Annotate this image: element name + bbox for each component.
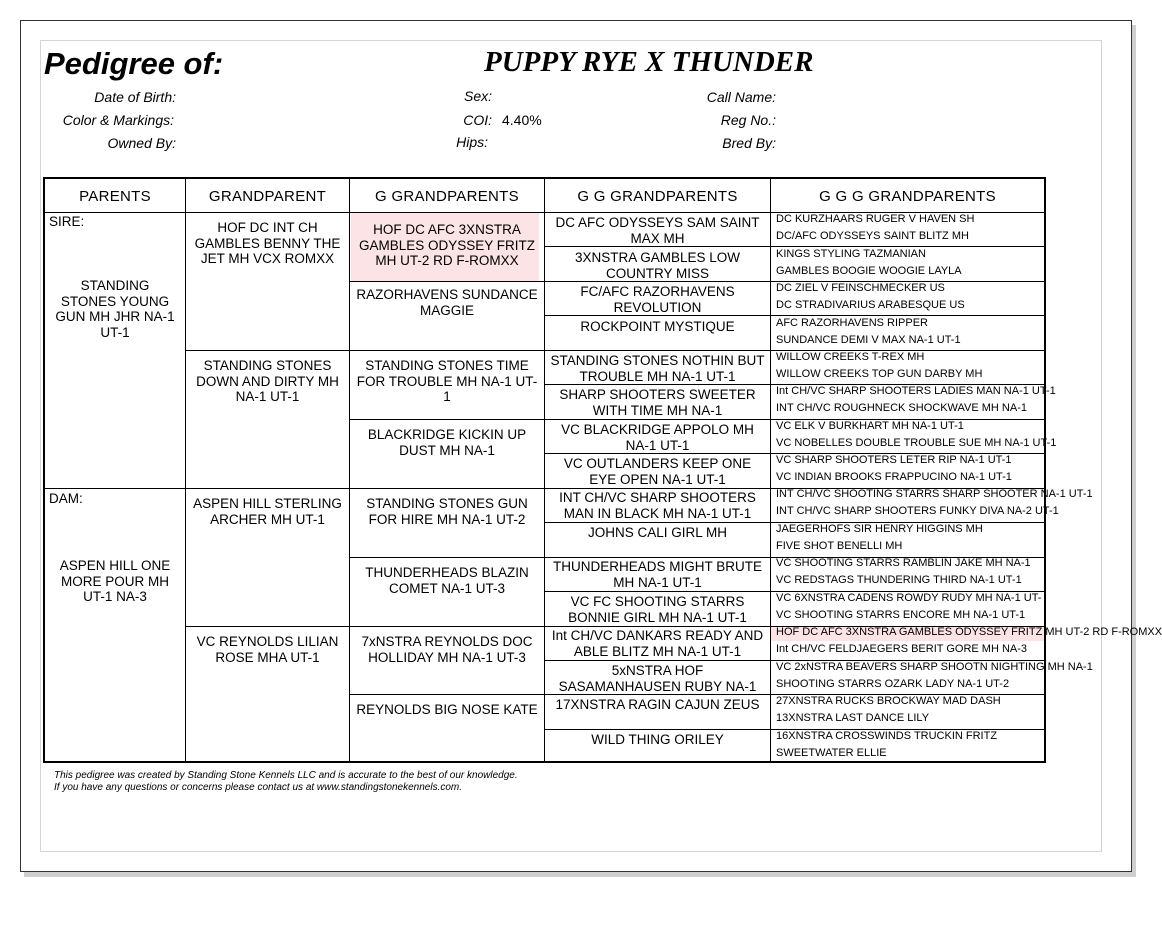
ggg-grandparent-cell: DC KURZHAARS RUGER V HAVEN SH (776, 213, 975, 225)
sex-label: Sex: (463, 88, 492, 104)
col-header-gg-grandparents: G G GRANDPARENTS (577, 187, 738, 205)
ggg-grandparent-cell: Int CH/VC FELDJAEGERS BERIT GORE MH NA-3 (776, 643, 1028, 655)
g-grandparent-cell: RAZORHAVENS SUNDANCE MAGGIE (356, 287, 538, 318)
ggg-grandparent-cell: VC SHARP SHOOTERS LETER RIP NA-1 UT-1 (776, 454, 1012, 466)
ggg-grandparent-cell: FIVE SHOT BENELLI MH (776, 540, 903, 552)
ggg-grandparent-cell: SUNDANCE DEMI V MAX NA-1 UT-1 (776, 334, 961, 346)
grandparent-cell: STANDING STONES DOWN AND DIRTY MH NA-1 UT-1 (196, 358, 339, 404)
page-title: Pedigree of: (44, 46, 224, 81)
g-grandparent-cell: REYNOLDS BIG NOSE KATE (356, 702, 538, 717)
sire-name: STANDING STONES YOUNG GUN MH JHR NA-1 UT-1 (55, 278, 175, 340)
hips-label: Hips: (456, 134, 488, 150)
gg-grandparent-cell: Int CH/VC DANKARS READY AND ABLE BLITZ MH NA-1 UT-1 (551, 628, 764, 659)
g-grandparent-cell: HOF DC AFC 3XNSTRA GAMBLES ODYSSEY FRITZ MH UT-2 RD F-ROMXX (358, 222, 536, 268)
ggg-grandparent-cell: JAEGERHOFS SIR HENRY HIGGINS MH (776, 523, 983, 535)
ggg-grandparent-cell: VC 2xNSTRA BEAVERS SHARP SHOOTN NIGHTING MH NA-1 (776, 661, 1093, 673)
grandparent-cell: ASPEN HILL STERLING ARCHER MH UT-1 (193, 496, 342, 527)
gg-grandparent-cell: 17XNSTRA RAGIN CAJUN ZEUS (555, 697, 760, 712)
ggg-grandparent-cell: DC STRADIVARIUS ARABESQUE US (776, 299, 965, 311)
ggg-grandparent-cell: WILLOW CREEKS T-REX MH (776, 351, 925, 363)
gg-grandparent-cell: DC AFC ODYSSEYS SAM SAINT MAX MH (555, 215, 760, 246)
gg-grandparent-cell: 3XNSTRA GAMBLES LOW COUNTRY MISS (574, 250, 741, 281)
g-grandparent-cell: THUNDERHEADS BLAZIN COMET NA-1 UT-3 (365, 565, 529, 596)
g-grandparent-cell: STANDING STONES GUN FOR HIRE MH NA-1 UT-2 (366, 496, 528, 527)
g-grandparent-cell: BLACKRIDGE KICKIN UP DUST MH NA-1 (367, 427, 527, 458)
ggg-grandparent-cell: DC/AFC ODYSSEYS SAINT BLITZ MH (776, 230, 969, 242)
ggg-grandparent-cell: VC ELK V BURKHART MH NA-1 UT-1 (776, 420, 964, 432)
ggg-grandparent-cell: KINGS STYLING TAZMANIAN (776, 248, 926, 260)
ggg-grandparent-cell: INT CH/VC SHOOTING STARRS SHARP SHOOTER NA-1 UT-1 (776, 488, 1093, 500)
gg-grandparent-cell: WILD THING ORILEY (591, 732, 724, 747)
ggg-grandparent-cell: 13XNSTRA LAST DANCE LILY (776, 712, 930, 724)
g-grandparent-cell: STANDING STONES TIME FOR TROUBLE MH NA-1 UT-1 (356, 358, 538, 404)
sire-label: SIRE: (49, 214, 85, 229)
footer-note (54, 770, 518, 794)
footer-line: If you have any questions or concerns please contact us at www.standingstonekennels.com. (54, 782, 463, 793)
ggg-grandparent-cell: SHOOTING STARRS OZARK LADY NA-1 UT-2 (776, 678, 1010, 690)
grandparent-cell: HOF DC INT CH GAMBLES BENNY THE JET MH VCX ROMXX (194, 220, 341, 266)
ggg-grandparent-cell: AFC RAZORHAVENS RIPPER (776, 317, 928, 329)
ggg-grandparent-cell: WILLOW CREEKS TOP GUN DARBY MH (776, 368, 983, 380)
coi-label: COI: (463, 112, 492, 128)
color-markings-label: Color & Markings: (62, 112, 174, 128)
ggg-grandparent-cell: DC ZIEL V FEINSCHMECKER US (776, 282, 945, 294)
gg-grandparent-cell: FC/AFC RAZORHAVENS REVOLUTION (580, 284, 735, 315)
gg-grandparent-cell: INT CH/VC SHARP SHOOTERS MAN IN BLACK MH NA-1 UT-1 (559, 490, 756, 521)
ggg-grandparent-cell: 16XNSTRA CROSSWINDS TRUCKIN FRITZ (776, 730, 998, 742)
gg-grandparent-cell: SHARP SHOOTERS SWEETER WITH TIME MH NA-1 (559, 387, 756, 418)
gg-grandparent-cell: 5xNSTRA HOF SASAMANHAUSEN RUBY NA-1 (558, 663, 757, 694)
ggg-grandparent-cell: VC REDSTAGS THUNDERING THIRD NA-1 UT-1 (776, 574, 1022, 586)
ggg-grandparent-cell: INT CH/VC SHARP SHOOTERS FUNKY DIVA NA-2 UT-1 (776, 505, 1059, 517)
col-header-g-grandparents: G GRANDPARENTS (375, 187, 519, 205)
owned-by-label: Owned By: (107, 135, 176, 151)
ggg-grandparent-cell: VC NOBELLES DOUBLE TROUBLE SUE MH NA-1 UT-1 (776, 437, 1057, 449)
footer-line: This pedigree was created by Standing Stone Kennels LLC and is accurate to the best of our knowledge. (54, 770, 518, 781)
col-header-ggg-grandparents: G G G GRANDPARENTS (819, 187, 996, 205)
call-name-label: Call Name: (706, 89, 776, 105)
ggg-grandparent-cell: GAMBLES BOOGIE WOOGIE LAYLA (776, 265, 962, 277)
ggg-grandparent-cell: SWEETWATER ELLIE (776, 747, 887, 759)
ggg-grandparent-cell: HOF DC AFC 3XNSTRA GAMBLES ODYSSEY FRITZ MH UT-2 RD F-ROMXX (776, 626, 1162, 638)
gg-grandparent-cell: VC FC SHOOTING STARRS BONNIE GIRL MH NA-1 UT-1 (568, 594, 747, 625)
litter-name: PUPPY RYE X THUNDER (484, 46, 814, 78)
coi-value: 4.40% (502, 112, 542, 128)
dam-name: ASPEN HILL ONE MORE POUR MH UT-1 NA-3 (59, 558, 171, 604)
gg-grandparent-cell: THUNDERHEADS MIGHT BRUTE MH NA-1 UT-1 (552, 559, 762, 590)
ggg-grandparent-cell: INT CH/VC ROUGHNECK SHOCKWAVE MH NA-1 (776, 402, 1027, 414)
grandparent-cell: VC REYNOLDS LILIAN ROSE MHA UT-1 (196, 634, 339, 665)
reg-no-label: Reg No.: (720, 112, 776, 128)
date-of-birth-label: Date of Birth: (94, 89, 176, 105)
g-grandparent-cell: 7xNSTRA REYNOLDS DOC HOLLIDAY MH NA-1 UT-3 (361, 634, 533, 665)
bred-by-label: Bred By: (722, 135, 776, 151)
gg-grandparent-cell: ROCKPOINT MYSTIQUE (580, 319, 735, 334)
ggg-grandparent-cell: VC INDIAN BROOKS FRAPPUCINO NA-1 UT-1 (776, 471, 1012, 483)
gg-grandparent-cell: STANDING STONES NOTHIN BUT TROUBLE MH NA-1 UT-1 (550, 353, 765, 384)
ggg-grandparent-cell: VC SHOOTING STARRS RAMBLIN JAKE MH NA-1 (776, 557, 1031, 569)
pedigree-table (43, 177, 1162, 763)
col-header-grandparent: GRANDPARENT (208, 187, 327, 205)
ggg-grandparent-cell: Int CH/VC SHARP SHOOTERS LADIES MAN NA-1 UT-1 (776, 385, 1056, 397)
ggg-grandparent-cell: VC SHOOTING STARRS ENCORE MH NA-1 UT-1 (776, 609, 1026, 621)
gg-grandparent-cell: VC BLACKRIDGE APPOLO MH NA-1 UT-1 (561, 422, 754, 453)
dam-label: DAM: (49, 491, 83, 506)
gg-grandparent-cell: VC OUTLANDERS KEEP ONE EYE OPEN NA-1 UT-1 (563, 456, 752, 487)
ggg-grandparent-cell: VC 6XNSTRA CADENS ROWDY RUDY MH NA-1 UT- (776, 592, 1042, 604)
col-header-parents: PARENTS (79, 187, 151, 205)
ggg-grandparent-cell: 27XNSTRA RUCKS BROCKWAY MAD DASH (776, 695, 1001, 707)
gg-grandparent-cell: JOHNS CALI GIRL MH (587, 525, 728, 540)
